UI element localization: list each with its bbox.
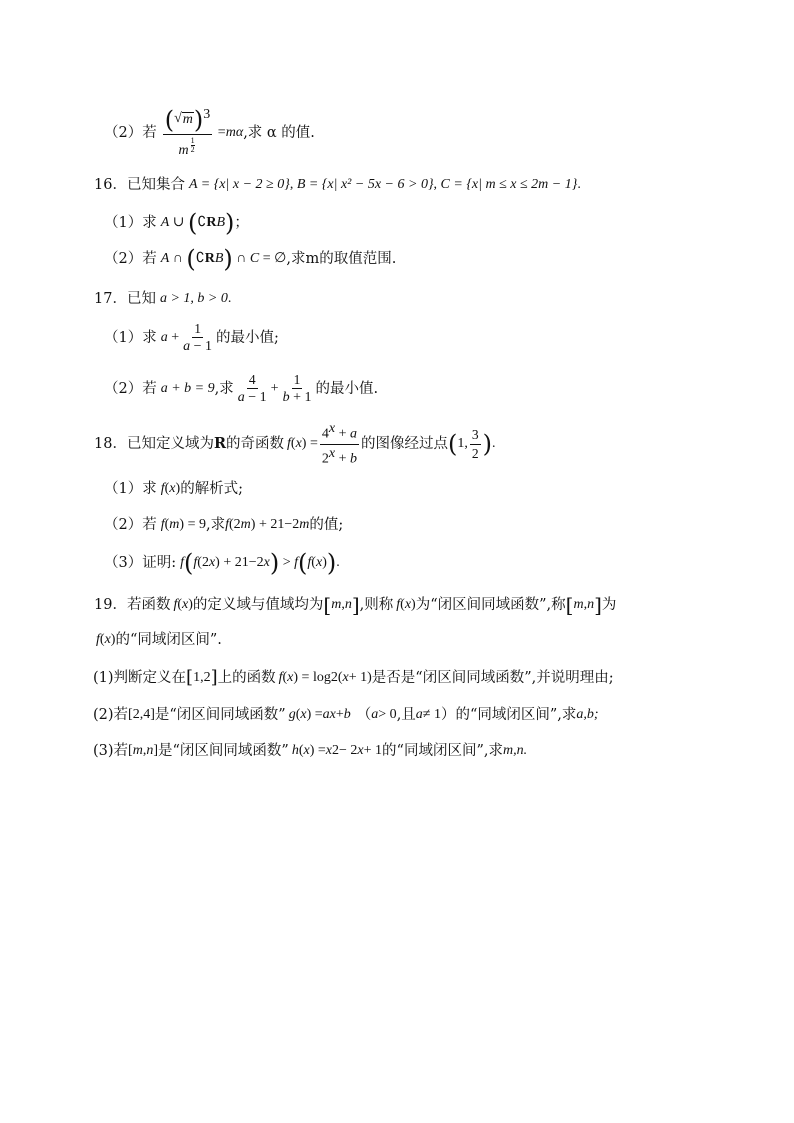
q18-stem: 18．已知定义域为 R 的奇函数 f ( x ) = $\frac{4^x + a}{2^x + b}$ 的图像经过点 ( 1, $\frac{3}{2}$ ) . xyxy=(94,421,496,466)
q17-stem-text: 17．已知 xyxy=(94,290,156,307)
q15-part2: （2）若 ( √ m ) 3 m $^{\frac{1}{2}}$ = m α ,求 α 的值. xyxy=(104,105,315,159)
q17-fraction-b: $\frac{1}{b + 1}$ xyxy=(282,371,312,406)
q17-fraction-1: $\frac{1}{a - 1}$ xyxy=(183,320,213,355)
q16-stem: 16．已知集合 A = {x| x − 2 ≥ 0} , B = {x| x² − 5x − 6 > 0} , C = {x| m ≤ x ≤ 2m − 1} . xyxy=(94,176,581,193)
q16-part1-label: （1）求 xyxy=(104,214,157,231)
q19-part3: (3)若 [ m , n ] 是“闭区间同域函数” h ( x ) = x 2 − 2 x + 1 的“同域闭区间”,求 m,n. xyxy=(93,742,528,759)
q18-part2-tail: 的值; xyxy=(309,516,344,533)
q19-part2-d: ）的“同域闭区间”,求 xyxy=(440,706,577,723)
q19-part3-a: (3)若 xyxy=(93,742,129,759)
q18-part3: （3）证明: f ( f (2 x ) + 2 1−2x ) > f ( f ( x ) ) . xyxy=(104,549,340,577)
q16-part2-tail: ,求m的取值范围. xyxy=(286,250,397,267)
q17-part2-tail: 的最小值. xyxy=(315,380,379,397)
sqrt-m: √ m xyxy=(174,111,193,128)
q16-stem-text: 16．已知集合 xyxy=(94,176,185,193)
q19-part3-c: 的“同域闭区间”,求 xyxy=(382,742,503,759)
q19-stem-f: 的“同域闭区间”. xyxy=(115,631,222,648)
q17-part1-label: （1）求 xyxy=(104,329,157,346)
q17-fraction-4: $\frac{4}{a - 1}$ xyxy=(237,371,267,406)
q19-stem-line1: 19．若函数 f ( x ) 的定义域与值域均为 [ m , n ] ,则称 f ( x ) 为“闭区间同域函数”,称 [ m , n ] 为 xyxy=(94,593,617,617)
q15-fraction: ( √ m ) 3 m $^{\frac{1}{2}}$ xyxy=(164,105,211,159)
q17-part2-condition: a + b = 9 xyxy=(160,381,215,396)
q18-stem-b: 的奇函数 xyxy=(226,435,285,452)
q17-stem: 17．已知 a > 1, b > 0 . xyxy=(94,290,232,307)
q19-part3-d: m,n. xyxy=(502,743,528,758)
q19-part3-b: 是“闭区间同域函数” xyxy=(158,742,289,759)
q17-part2-mid: ,求 xyxy=(214,380,234,397)
q16-part1: （1）求 A ∪ ( ∁ R B ) ； xyxy=(104,209,249,237)
q19-part1-b: 上的函数 xyxy=(217,669,276,686)
q18-stem-c: 的图像经过点 xyxy=(360,435,448,452)
q17-part1-tail: 的最小值; xyxy=(216,329,279,346)
q18-part1-label: （1）求 xyxy=(104,480,157,497)
q18-point-fraction: $\frac{3}{2}$ xyxy=(471,427,479,461)
q19-part2-e: a,b; xyxy=(576,707,599,722)
q19-stem-c: ,则称 xyxy=(359,596,394,613)
q18-function-fraction: $\frac{4^x + a}{2^x + b}$ xyxy=(321,421,357,466)
q19-part1: (1)判断定义在 [ 1,2 ] 上的函数 f ( x ) = log 2 ( x + 1) 是否是“闭区间同域函数”,并说明理由; xyxy=(93,667,614,688)
q16-part2-label: （2）若 xyxy=(104,250,157,267)
q19-stem-line2: f ( x ) 的“同域闭区间”. xyxy=(96,631,222,648)
q19-stem-e: 为 xyxy=(601,596,617,613)
q19-stem-a: 19．若函数 xyxy=(94,596,171,613)
q18-part3-label: （3）证明: xyxy=(104,554,177,571)
set-c: C = {x| m ≤ x ≤ 2m − 1} xyxy=(440,177,578,192)
q19-part1-a: (1)判断定义在 xyxy=(93,669,187,686)
q19-part2-c: （ xyxy=(356,706,372,723)
q18-stem-a: 18．已知定义域为 xyxy=(94,435,214,452)
q18-part2-label: （2）若 xyxy=(104,516,157,533)
q19-stem-d: 为“闭区间同域函数”,称 xyxy=(415,596,566,613)
q18-part2: （2）若 f ( m ) = 9 ,求 f (2 m ) + 2 1−2m 的值; xyxy=(104,516,344,533)
q18-part2-mid: ,求 xyxy=(205,516,226,533)
q17-part2: （2）若 a + b = 9 ,求 $\frac{4}{a - 1}$ + $\frac{1}{b + 1}$ 的最小值. xyxy=(104,371,379,406)
q18-part1-tail: 的解析式; xyxy=(180,480,244,497)
q18-real-set: R xyxy=(213,434,227,452)
q17-part2-label: （2）若 xyxy=(104,380,157,397)
q19-part1-c: 是否是“闭区间同域函数”,并说明理由; xyxy=(371,669,614,686)
q19-part2-b: 是“闭区间同域函数” xyxy=(154,706,286,723)
q19-part2: (2)若 [2,4] 是“闭区间同域函数” g ( x ) = a x + b （ a > 0 ,且 a ≠ 1 ）的“同域闭区间”,求 a,b; xyxy=(93,706,599,723)
q19-stem-b: 的定义域与值域均为 xyxy=(192,596,324,613)
q19-part2-a: (2)若 xyxy=(93,706,129,723)
q15-part2-tail: ,求 α 的值. xyxy=(243,124,315,141)
q17-condition: a > 1, b > 0 xyxy=(159,291,228,306)
set-b: B = {x| x² − 5x − 6 > 0} xyxy=(296,177,434,192)
set-a: A = {x| x − 2 ≥ 0} xyxy=(188,177,290,192)
q15-part2-label: （2）若 xyxy=(104,124,157,141)
q17-part1: （1）求 a + $\frac{1}{a - 1}$ 的最小值; xyxy=(104,320,279,355)
q16-part2: （2）若 A ∩ ( ∁ R B ) ∩ C = ∅ ,求m的取值范围. xyxy=(104,245,397,273)
q18-part1: （1）求 f ( x ) 的解析式; xyxy=(104,480,244,497)
q16-part1-tail: ； xyxy=(234,214,249,231)
